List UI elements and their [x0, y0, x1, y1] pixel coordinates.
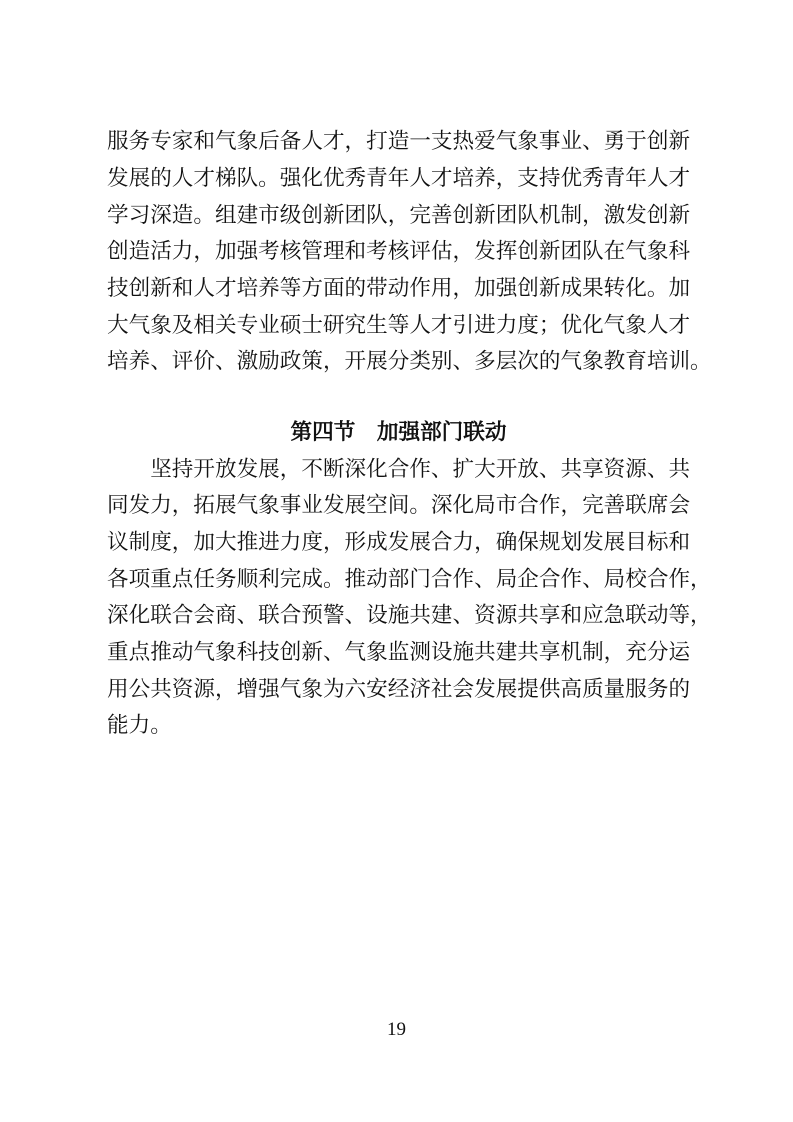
- paragraph-line: 同发力，拓展气象事业发展空间。深化局市合作，完善联席会: [107, 493, 691, 518]
- paragraph-line: 用公共资源，增强气象为六安经济社会发展提供高质量服务的: [107, 677, 691, 702]
- paragraph-line: 各项重点任务顺利完成。推动部门合作、局企合作、局校合作，: [107, 567, 712, 592]
- paragraph-line: 发展的人才梯队。强化优秀青年人才培养，支持优秀青年人才: [107, 166, 691, 191]
- paragraph-line: 学习深造。组建市级创新团队，完善创新团队机制，激发创新: [107, 203, 691, 228]
- section-heading: 第四节 加强部门联动: [290, 420, 507, 445]
- paragraph-line: 创造活力，加强考核管理和考核评估，发挥创新团队在气象科: [107, 239, 691, 264]
- paragraph-line: 议制度，加大推进力度，形成发展合力，确保规划发展目标和: [107, 530, 691, 555]
- paragraph-line: 培养、评价、激励政策，开展分类别、多层次的气象教育培训。: [107, 349, 712, 374]
- paragraph-line: 坚持开放发展，不断深化合作、扩大开放、共享资源、共: [107, 457, 691, 482]
- paragraph-line: 技创新和人才培养等方面的带动作用，加强创新成果转化。加: [107, 276, 691, 301]
- paragraph-line: 深化联合会商、联合预警、设施共建、资源共享和应急联动等，: [107, 603, 712, 628]
- paragraph-line: 大气象及相关专业硕士研究生等人才引进力度；优化气象人才: [107, 313, 691, 338]
- page-number: 19: [387, 1019, 406, 1040]
- paragraph-line: 能力。: [107, 713, 172, 738]
- paragraph-line: 服务专家和气象后备人才，打造一支热爱气象事业、勇于创新: [107, 129, 691, 154]
- paragraph-line: 重点推动气象科技创新、气象监测设施共建共享机制，充分运: [107, 640, 691, 665]
